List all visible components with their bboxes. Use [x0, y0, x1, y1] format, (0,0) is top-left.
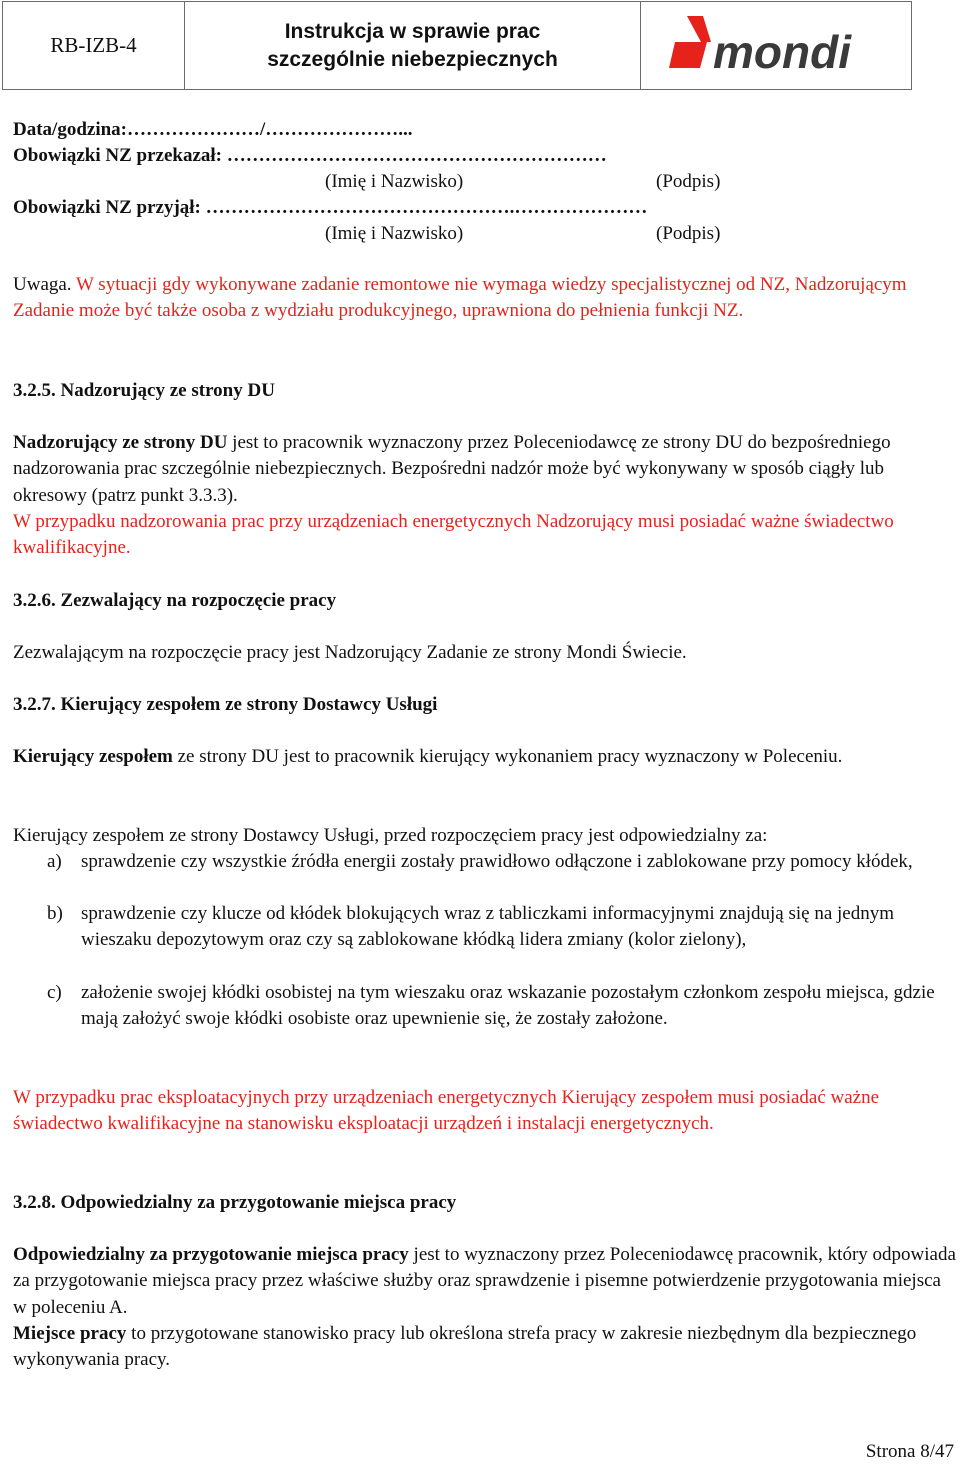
text-workplace-prep: jest to wyznaczony przez Poleceniodawcę pracownik, który odpowiada za przygotowanie miejsca pracy przez właściwe służby oraz sprawdzenie i pisemne potwierdzenie przygotowania miejsca w poleceniu A. [13, 1244, 956, 1318]
received-line: Obowiązki NZ przyjął: ………………………………………….………………… [13, 197, 648, 218]
list-item [13, 901, 958, 954]
heading-3-2-5: 3.2.5. Nadzorujący ze strony DU [13, 380, 275, 401]
text-supervisor: jest to pracownik wyznaczony przez Poleceniodawcę ze strony DU do bezpośredniego nadzorowania prac szczególnie niebezpiecznych. Bezpośredni nadzór może być wykonywany w sposób ciągły lub okresowy (patrz punkt 3.3.3). [13, 432, 891, 506]
heading-3-2-6: 3.2.6. Zezwalający na rozpoczęcie pracy [13, 590, 337, 611]
list-item-text: sprawdzenie czy klucze od kłódek blokujących wraz z tabliczkami informacyjnymi znajdują się na jednym wieszaku depozytowym oraz czy są zablokowane kłódką lidera zmiany (kolor zielony), [81, 903, 894, 951]
heading-3-2-8: 3.2.8. Odpowiedzialny za przygotowanie miejsca pracy [13, 1192, 457, 1213]
paragraph-3-2-8 [13, 1242, 958, 1373]
list-marker: b) [47, 903, 63, 924]
text-team-leader: ze strony DU jest to pracownik kierujący wykonaniem pracy wyznaczony w Poleceniu. [172, 746, 843, 767]
list-marker: a) [47, 851, 62, 872]
logo-mark-bottom [669, 42, 707, 68]
note-text: W sytuacji gdy wykonywane zadanie remontowe nie wymaga wiedzy specjalistycznej od NZ, Nadzorującym Zadanie może być także osoba z wydziału produkcyjnego, uprawniona do pełnienia funkcji NZ. [13, 274, 907, 322]
title-line-2: szczególnie niebezpiecznych [267, 47, 558, 71]
page-header [2, 1, 912, 90]
date-line: Data/godzina:…………………/…………………... [13, 119, 413, 140]
heading-3-2-7: 3.2.7. Kierujący zespołem ze strony Dostawcy Usługi [13, 694, 438, 715]
list-item [13, 980, 958, 1033]
lead-workplace-prep: Odpowiedzialny za przygotowanie miejsca pracy [13, 1244, 409, 1265]
list-item-text: sprawdzenie czy wszystkie źródła energii zostały prawidłowo odłączone i zablokowane przy pomocy kłódek, [81, 851, 913, 872]
note-prefix: Uwaga. [13, 274, 76, 295]
lead-workplace: Miejsce pracy [13, 1322, 127, 1344]
page-number: Strona 8/47 [865, 1441, 954, 1462]
received-sign-label: (Podpis) [656, 223, 721, 244]
document-code: RB-IZB-4 [3, 2, 185, 89]
list-item-text: założenie swojej kłódki osobistej na tym wieszaku oraz wskazanie pozostałym członkom zespołu miejsca, gdzie mają założyć swoje kłódki osobiste oraz upewnienie się, że zostały założone. [81, 982, 935, 1030]
logo-wordmark: mondi [713, 26, 851, 78]
list-marker: c) [47, 982, 62, 1003]
document-title [185, 2, 641, 89]
mondi-logo [667, 12, 897, 78]
received-name-label: (Imię i Nazwisko) [325, 223, 464, 244]
paragraph-3-2-6: Zezwalającym na rozpoczęcie pracy jest Nadzorujący Zadanie ze strony Mondi Świecie. [13, 642, 687, 663]
handed-name-label: (Imię i Nazwisko) [325, 171, 464, 192]
paragraph-3-2-7 [13, 744, 958, 770]
lead-team-leader: Kierujący zespołem [13, 746, 173, 767]
lead-supervisor: Nadzorujący ze strony DU [13, 432, 228, 453]
handed-sign-label: (Podpis) [656, 171, 721, 192]
title-line-1: Instrukcja w sprawie prac [284, 19, 541, 43]
list-item [13, 849, 958, 875]
red-paragraph-3-2-7: W przypadku prac eksploatacyjnych przy urządzeniach energetycznych Kierujący zespołem musi posiadać ważne świadectwo kwalifikacyjne na stanowisku eksploatacji urządzeń i instalacji energetycznych. [13, 1087, 880, 1135]
note-paragraph [13, 272, 958, 325]
text-workplace: to przygotowane stanowisko pracy lub określona strefa pracy w zakresie niezbędnym dla bezpiecznego wykonywania pracy. [13, 1322, 917, 1371]
red-paragraph-3-2-5: W przypadku nadzorowania prac przy urządzeniach energetycznych Nadzorujący musi posiadać ważne świadectwo kwalifikacyjne. [13, 511, 894, 559]
paragraph-3-2-5 [13, 430, 958, 509]
logo-cell [641, 2, 911, 89]
list-intro: Kierujący zespołem ze strony Dostawcy Usługi, przed rozpoczęciem pracy jest odpowiedzialny za: [13, 825, 768, 846]
handed-over-line: Obowiązki NZ przekazał: …………………………………………………… [13, 145, 607, 166]
logo-mark-top [687, 16, 711, 42]
